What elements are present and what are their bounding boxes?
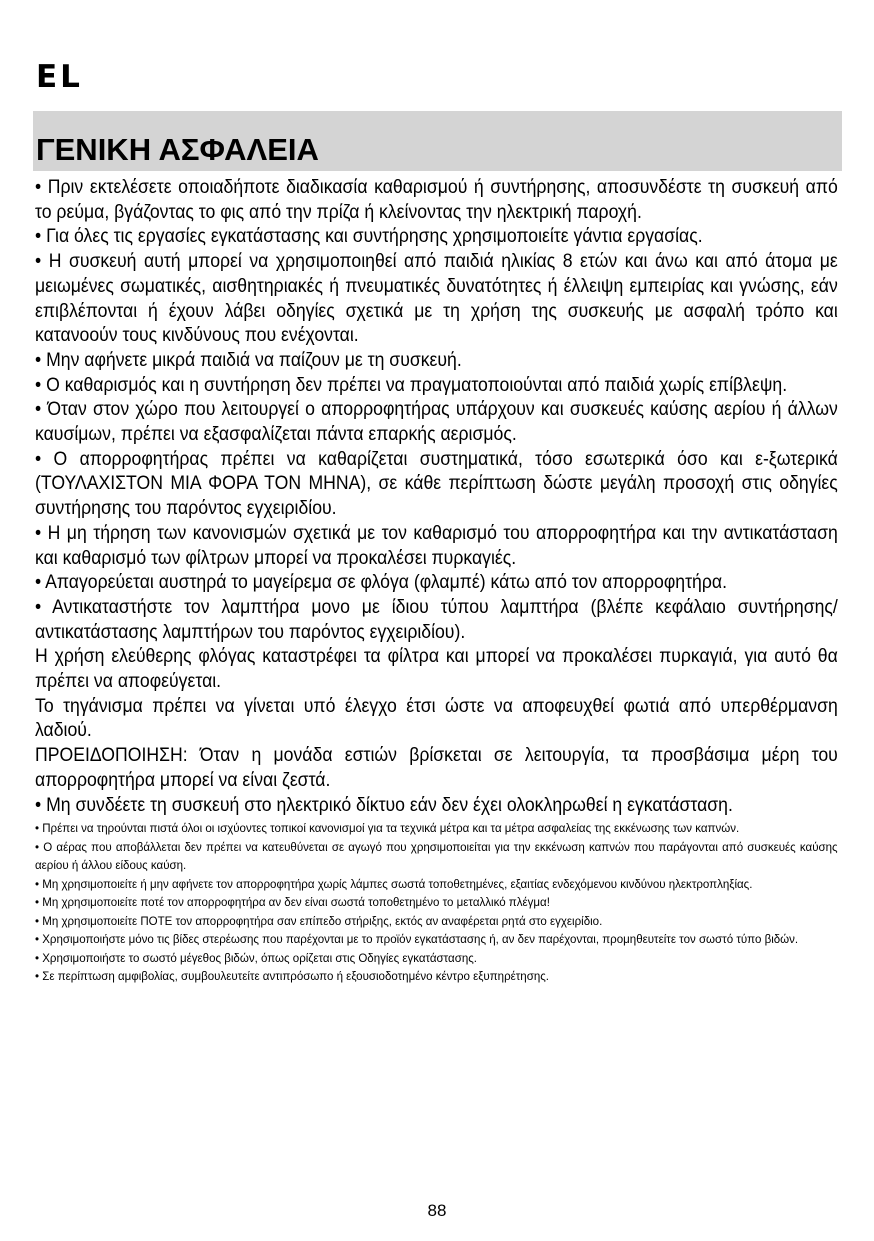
paragraph: • Η μη τήρηση των κανονισμών σχετικά με τον καθαρισμό του απορροφητήρα και την αντικατάσταση και καθαρισμό των φίλτρων μπορεί να προκαλέσει πυρκαγιές.	[35, 521, 838, 569]
paragraph: • Η συσκευή αυτή μπορεί να χρησιμοποιηθεί από παιδιά ηλικίας 8 ετών και άνω και από άτομα με μειωμένες σωματικές, αισθητηριακές ή πνευματικές δυνατότητες ή έλλειψη εμπειρίας και γνώσης, εάν επιβλέπονται ή έχουν λάβει οδηγίες σχετικά με τη χρήση της συσκευής με ασφαλή τρόπο και κατανοούν τους κινδύνους που ενέχονται.	[35, 250, 838, 347]
additional-safety-text	[35, 819, 838, 986]
language-code: EL	[36, 59, 83, 95]
paragraph: • Όταν στον χώρο που λειτουργεί ο απορροφητήρας υπάρχουν και συσκευές καύσης αερίου ή άλλων καυσίμων, πρέπει να εξασφαλίζεται πάντα επαρκής αερισμός.	[35, 398, 838, 446]
small-paragraph: • Μη χρησιμοποιείτε ή μην αφήνετε τον απορροφητήρα χωρίς λάμπες σωστά τοποθετημένες, εξαιτίας ενδεχόμενου κινδύνου ηλεκτροπληξίας.	[35, 876, 753, 891]
paragraph: • Μη συνδέετε τη συσκευή στο ηλεκτρικό δίκτυο εάν δεν έχει ολοκληρωθεί η εγκατάσταση.	[35, 793, 733, 816]
small-paragraph: • Μη χρησιμοποιείτε ΠΟΤΕ τον απορροφητήρα σαν επίπεδο στήριξης, εκτός αν αναφέρεται ρητά στο εγχειρίδιο.	[35, 913, 603, 928]
paragraph: • Ο απορροφητήρας πρέπει να καθαρίζεται συστηματικά, τόσο εσωτερικά όσο και ε-ξωτερικά (ΤΟΥΛΑΧΙΣΤΟΝ ΜΙΑ ΦΟΡΑ ΤΟΝ ΜΗΝΑ), σε κάθε περίπτωση δώστε μεγάλη προσοχή στις οδηγίες συντήρησης του παρόντος εγχειριδίου.	[35, 447, 838, 520]
paragraph: • Μην αφήνετε μικρά παιδιά να παίζουν με τη συσκευή.	[35, 348, 462, 371]
paragraph: • Ο καθαρισμός και η συντήρηση δεν πρέπει να πραγματοποιούνται από παιδιά χωρίς επίβλεψη.	[35, 373, 788, 396]
warning-paragraph: ΠΡΟΕΙΔΟΠΟΙΗΣΗ: Όταν η μονάδα εστιών βρίσκεται σε λειτουργία, τα προσβάσιμα μέρη του απορροφητήρα μπορεί να είναι ζεστά.	[35, 744, 838, 791]
small-paragraph: • Μη χρησιμοποιείτε ποτέ τον απορροφητήρα αν δεν είναι σωστά τοποθετημένο το μεταλλικό πλέγμα!	[35, 895, 550, 910]
small-paragraph: • Ο αέρας που αποβάλλεται δεν πρέπει να κατευθύνεται σε αγωγό που χρησιμοποιείται για την εκκένωση καπνών που παράγονται από συσκευές καύσης αερίου ή άλλου είδους καύση.	[35, 839, 838, 873]
paragraph: • Πριν εκτελέσετε οποιαδήποτε διαδικασία καθαρισμού ή συντήρησης, αποσυνδέστε τη συσκευή από το ρεύμα, βγάζοντας το φις από την πρίζα ή κλείνοντας την ηλεκτρική παροχή.	[35, 176, 838, 223]
paragraph: • Για όλες τις εργασίες εγκατάστασης και συντήρησης χρησιμοποιείτε γάντια εργασίας.	[35, 225, 703, 248]
small-paragraph: • Σε περίπτωση αμφιβολίας, συμβουλευτείτε αντιπρόσωπο ή εξουσιοδοτημένο κέντρο εξυπηρέτησης.	[35, 969, 549, 984]
paragraph: Η χρήση ελεύθερης φλόγας καταστρέφει τα φίλτρα και μπορεί να προκαλέσει πυρκαγιά, για αυτό θα πρέπει να αποφεύγεται.	[35, 645, 838, 693]
section-title: ΓΕΝΙΚΗ ΑΣΦΑΛΕΙΑ	[36, 132, 319, 167]
paragraph: • Απαγορεύεται αυστηρά το μαγείρεμα σε φλόγα (φλαμπέ) κάτω από τον απορροφητήρα.	[35, 571, 727, 594]
small-paragraph: • Πρέπει να τηρούνται πιστά όλοι οι ισχύοντες τοπικοί κανονισμοί για τα τεχνικά μέτρα και τα μέτρα ασφαλείας της εκκένωσης των καπνών.	[35, 821, 740, 836]
main-safety-text	[35, 175, 838, 817]
small-paragraph: • Χρησιμοποιήστε μόνο τις βίδες στερέωσης που παρέχονται με το προϊόν εγκατάστασης ή, αν δεν παρέχονται, προμηθευτείτε τον σωστό τύπο βιδών.	[35, 932, 799, 947]
small-paragraph: • Χρησιμοποιήστε το σωστό μέγεθος βιδών, όπως ορίζεται στις Οδηγίες εγκατάστασης.	[35, 950, 477, 965]
paragraph: Το τηγάνισμα πρέπει να γίνεται υπό έλεγχο έτσι ώστε να αποφευχθεί φωτιά από υπερθέρμανση λαδιού.	[35, 694, 838, 742]
document-body	[35, 175, 838, 986]
paragraph: • Αντικαταστήστε τον λαμπτήρα μονο με ίδιου τύπου λαμπτήρα (βλέπε κεφάλαιο συντήρησης/αντικατάστασης λαμπτήρων του παρόντος εγχειριδίου).	[35, 595, 838, 643]
page-number: 88	[427, 1201, 447, 1220]
